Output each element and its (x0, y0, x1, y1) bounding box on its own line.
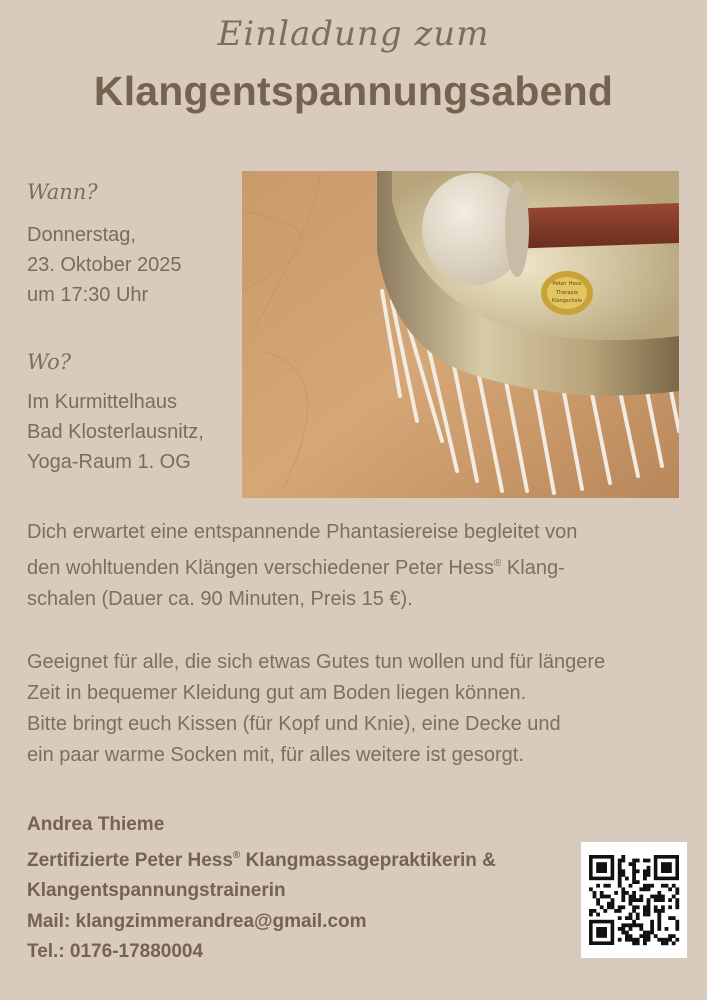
where-details (27, 387, 204, 477)
suitability-line: ein paar warme Socken mit, für alles weitere ist gesorgt. (27, 744, 524, 766)
when-details (27, 220, 182, 310)
description-line: Dich erwartet eine entspannende Phantasiereise begleitet von (27, 521, 578, 543)
bowl-label-line: Peter Hess (552, 281, 582, 287)
suitability-line: Geeignet für alle, die sich etwas Gutes tun wollen und für längere (27, 651, 606, 673)
description-text: den wohltuenden Klängen verschiedener Peter Hess (27, 557, 494, 579)
where-line: Bad Klosterlausnitz, (27, 421, 204, 443)
suitability-line: Zeit in bequemer Kleidung gut am Boden liegen können. (27, 682, 527, 704)
contact-role-line2: Klangentspannungstrainerin (27, 880, 286, 901)
when-line: Donnerstag, (27, 224, 136, 246)
when-line: 23. Oktober 2025 (27, 254, 182, 276)
qr-code-graphic (581, 842, 687, 958)
contact-name: Andrea Thieme (27, 814, 165, 835)
description-line: schalen (Dauer ca. 90 Minuten, Preis 15 €). (27, 588, 413, 610)
contact-role (27, 841, 496, 877)
title-script: Einladung zum (217, 14, 490, 54)
contact-phone[interactable]: Tel.: 0176-17880004 (27, 941, 204, 962)
when-label: Wann? (27, 180, 98, 204)
where-label: Wo? (27, 350, 72, 374)
when-line: um 17:30 Uhr (27, 284, 149, 306)
where-line: Im Kurmittelhaus (27, 391, 178, 413)
registered-mark: ® (493, 558, 502, 569)
registered-mark: ® (232, 849, 241, 861)
contact-block (27, 810, 496, 968)
bowl-label-line: Therapie (555, 290, 579, 296)
contact-mail[interactable]: Mail: klangzimmerandrea@gmail.com (27, 910, 367, 932)
page-title: Klangentspannungsabend (93, 68, 614, 114)
qr-code-icon[interactable] (581, 842, 687, 958)
description-text: Klang- (501, 557, 565, 579)
bowl-label-line: Klangschale (551, 298, 583, 304)
contact-role-text: Zertifizierte Peter Hess (27, 849, 233, 871)
where-line: Yoga-Raum 1. OG (27, 451, 191, 473)
description-line (27, 548, 687, 584)
suitability-paragraph (27, 647, 687, 771)
description-paragraph (27, 517, 687, 615)
singing-bowl-photo (242, 171, 679, 498)
contact-role-text: Klangmassagepraktikerin & (240, 849, 496, 871)
suitability-line: Bitte bringt euch Kissen (für Kopf und Knie), eine Decke und (27, 713, 561, 735)
singing-bowl-illustration (242, 171, 679, 498)
